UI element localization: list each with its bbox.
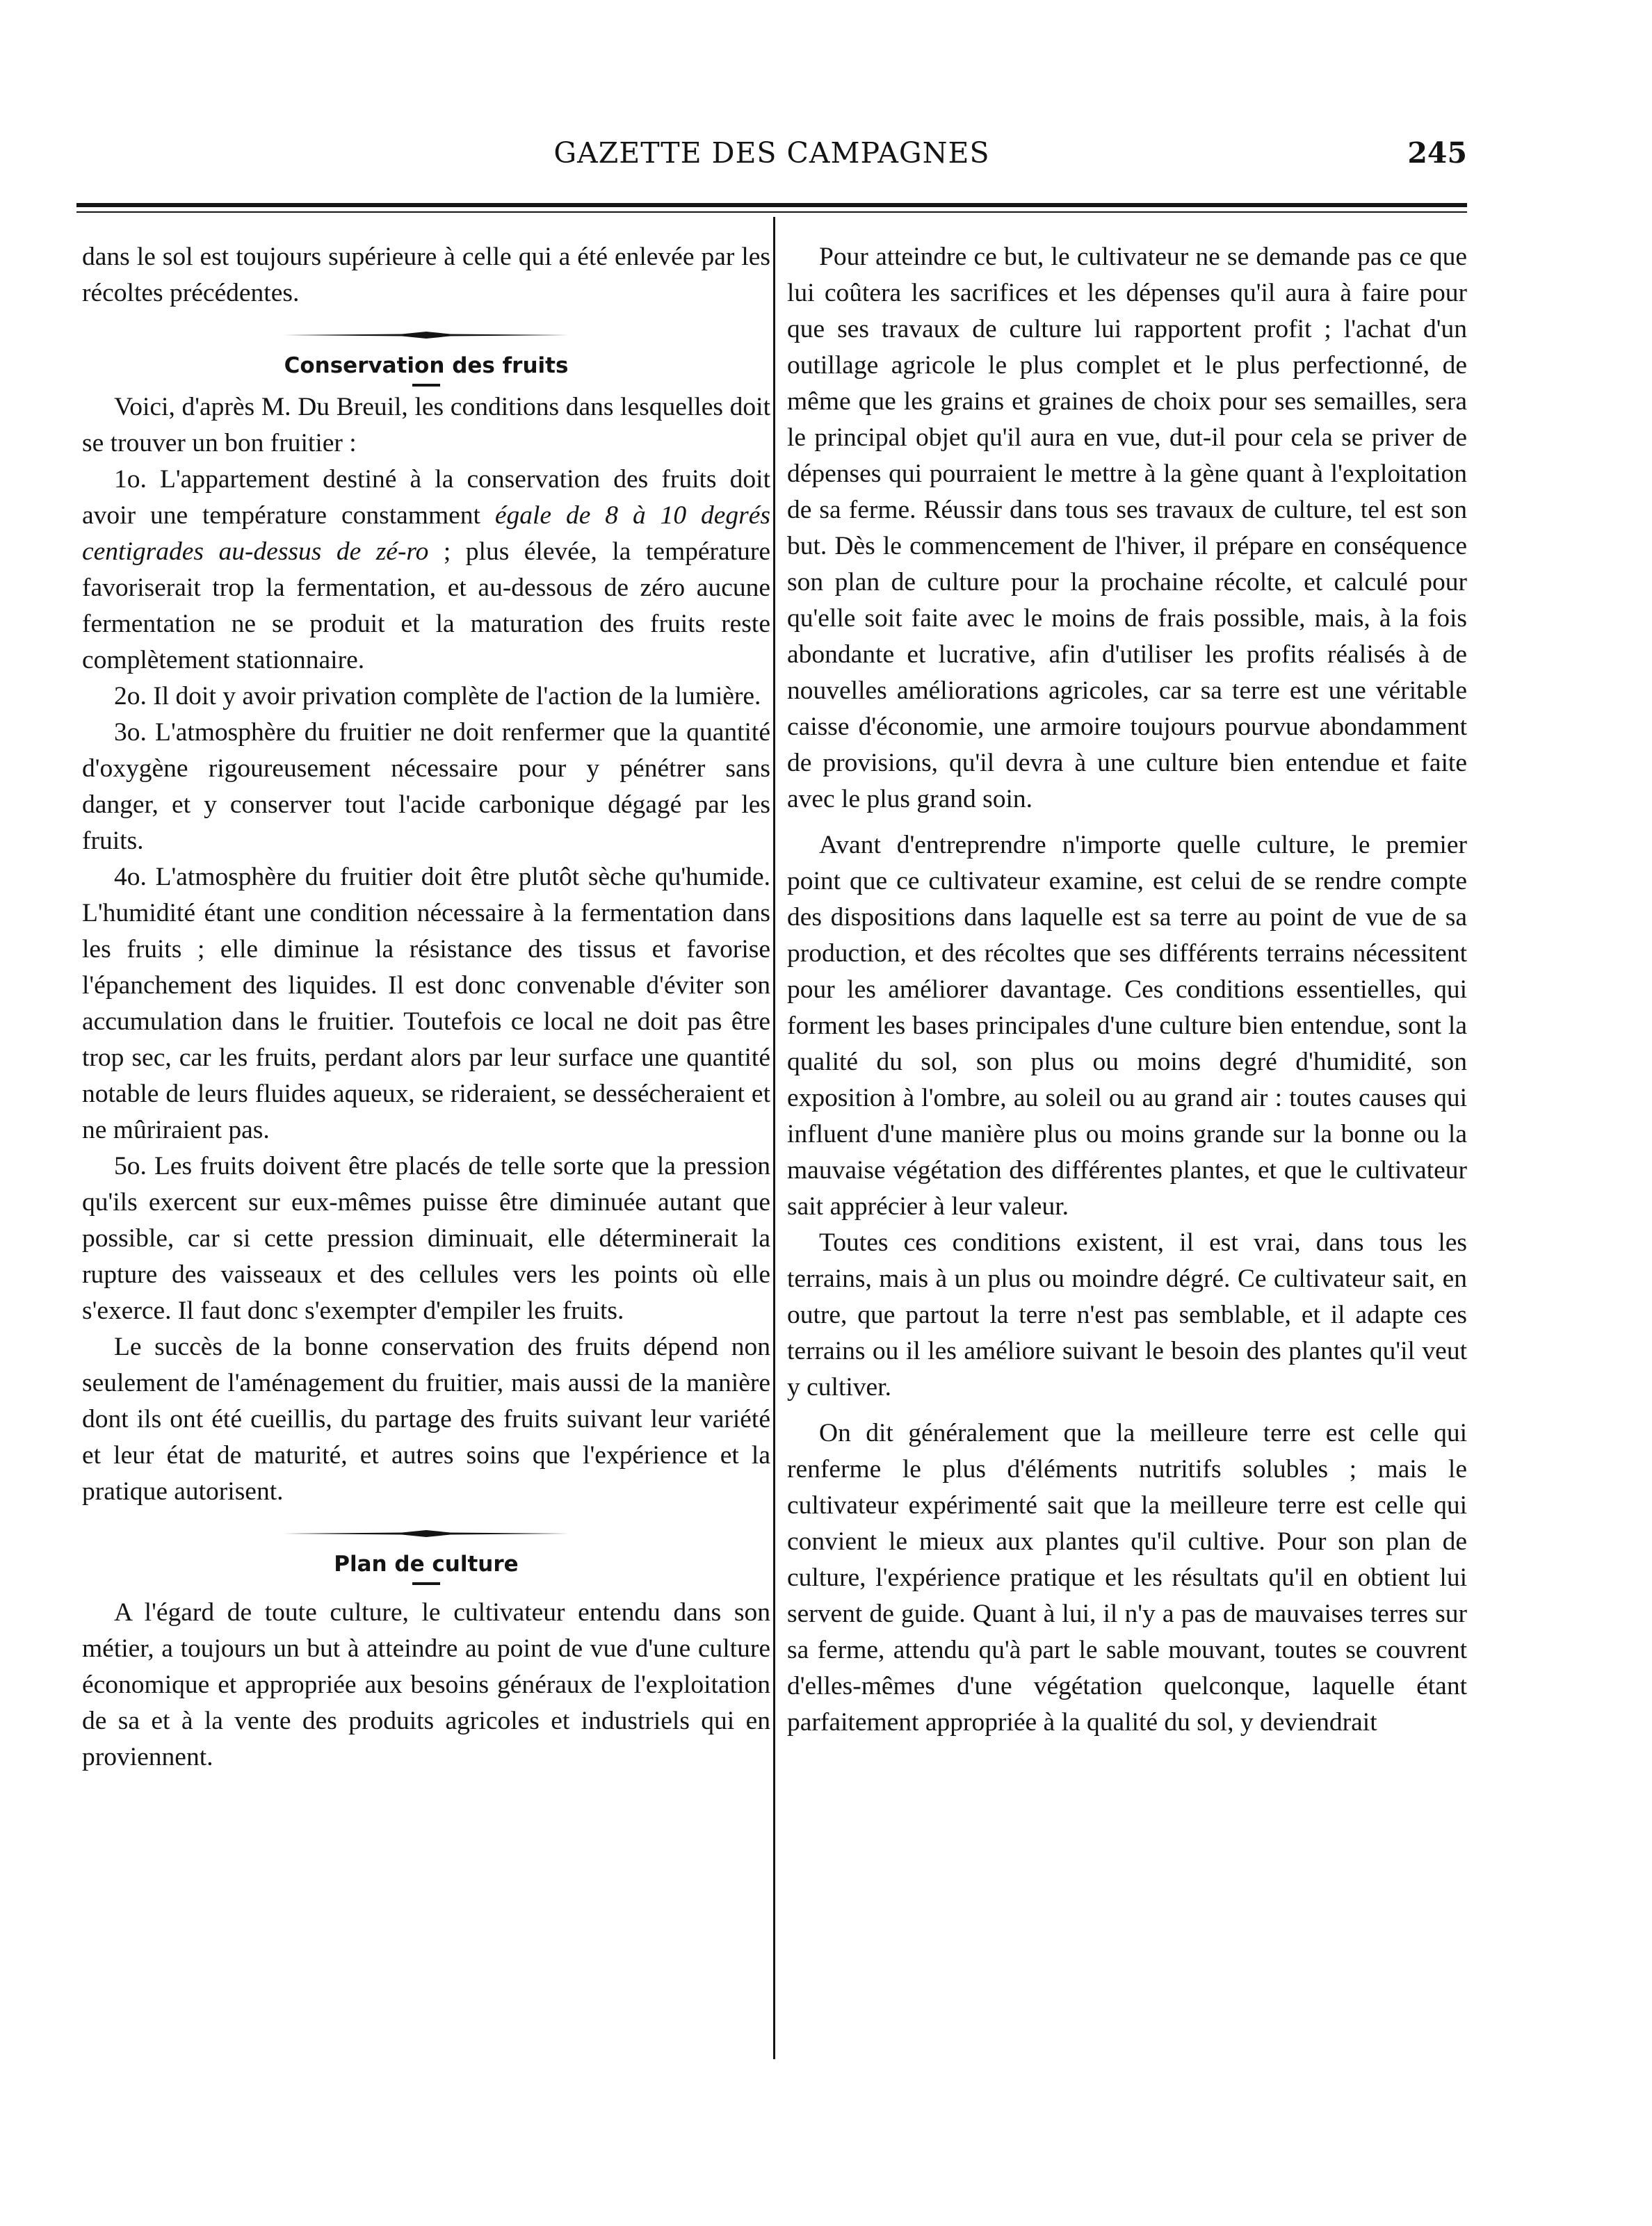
continued-paragraph: dans le sol est toujours supérieure à celle qui a été enlevée par les récoltes précédentes. [82, 243, 770, 307]
title-dash [412, 1582, 440, 1585]
paragraph-intro: Voici, d'après M. Du Breuil, les conditions dans lesquelles doit se trouver un bon fruitier : [82, 393, 770, 457]
section-separator-ornament [284, 331, 569, 339]
paragraph-plan-intro: A l'égard de toute culture, le cultivateur entendu dans son métier, a toujours un but à atteindre au point de vue d'une culture économique et appropriée aux besoins généraux de l'exploitation de sa et à la vente des produits agricoles et industriels qui en proviennent. [82, 1598, 770, 1771]
paragraph-goal: Pour atteindre ce but, le cultivateur ne se demande pas ce que lui coûtera les sacrifices et les dépenses qu'il aura à faire pour que ses travaux de culture lui rapportent profit ; l'achat d'un outillage agricole le plus complet et le plus perfectionné, de même que les grains et graines de choix pour ses semailles, sera le principal objet qu'il aura en vue, dut-il pour cela se priver de dépenses qui pourraient le mettre à la gène quant à l'exploitation de sa ferme. Réussir dans tous ses travaux de culture, tel est son but. Dès le commencement de l'hiver, il prépare en conséquence son plan de culture pour la prochaine récolte, et calculé pour qu'elle soit faite avec le moins de frais possible, mais, à la fois abondante et lucrative, afin d'utiliser les profits réalisés à de nouvelles améliorations agricoles, car sa terre est une véritable caisse d'économie, une armoire toujours pourvue abondamment de provisions, qu'il devra à une culture bien entendue et faite avec le plus grand soin. [787, 243, 1467, 813]
paragraph-terrains: Toutes ces conditions existent, il est vrai, dans tous les terrains, mais à un plus ou moindre dégré. Ce cultivateur sait, en outre, que partout la terre n'est pas semblable, et il adapte ces terrains ou il les améliore suivant le besoin des plantes qu'il veut y cultiver. [787, 1228, 1467, 1402]
condition-1-text-a: 1o. L'appartement destiné à la conservation des fruits doit avoir une température constamment [82, 465, 770, 530]
header-rule-thin [76, 211, 1467, 213]
paragraph-best-soil: On dit généralement que la meilleure terre est celle qui renferme le plus d'éléments nutritifs solubles ; mais le cultivateur expérimenté sait que la meilleure terre est celle qui convient le mieux aux plantes qu'il cultive. Pour son plan de culture, l'expérience pratique et les résultats qu'il en obtient lui servent de guide. Quant à lui, il n'y a pas de mauvaises terres sur sa ferme, attendu qu'à part le sable mouvant, toutes se couvrent d'elles-mêmes d'une végétation quelconque, laquelle étant parfaitement appropriée à la qualité du sol, y deviendrait [787, 1419, 1467, 1737]
section-title-conservation: Conservation des fruits [284, 353, 569, 378]
paragraph-condition-4: 4o. L'atmosphère du fruitier doit être plutôt sèche qu'humide. L'humidité étant une condition nécessaire à la fermentation dans les fruits ; elle diminue la résistance des tissus et favorise l'épanchement des liquides. Il est donc convenable d'éviter son accumulation dans le fruitier. Toutefois ce local ne doit pas être trop sec, car les fruits, perdant alors par leur surface une quantité notable de leurs fluides aqueux, se rideraient, se dessécheraient et ne mûriraient pas. [82, 863, 770, 1144]
header-rule-thick [76, 203, 1467, 207]
left-column [82, 239, 770, 1776]
page-number: 245 [1407, 136, 1467, 170]
condition-1-emphasis: égale de 8 à 10 degrés centigrades au-dessus de zé-ro [82, 501, 770, 566]
section-title-plan: Plan de culture [334, 1552, 519, 1577]
right-column [787, 239, 1467, 1741]
title-dash [412, 384, 440, 387]
condition-1-text-b: ; plus élevée, la température favoriserait trop la fermentation, et au-dessous de zéro aucune fermentation ne se produit et la maturation des fruits reste complètement stationnaire. [82, 537, 770, 674]
column-divider [773, 217, 775, 2059]
paragraph-conclusion: Le succès de la bonne conservation des fruits dépend non seulement de l'aménagement du fruitier, mais aussi de la manière dont ils ont été cueillis, du partage des fruits suivant leur variété et leur état de maturité, et autres soins que l'expérience et la pratique autorisent. [82, 1333, 770, 1506]
paragraph-soil-conditions: Avant d'entreprendre n'importe quelle culture, le premier point que ce cultivateur examine, est celui de se rendre compte des dispositions dans laquelle est sa terre au point de vue de sa production, et des récoltes que ses différents terrains nécessitent pour les améliorer davantage. Ces conditions essentielles, qui forment les bases principales d'une culture bien entendue, sont la qualité du sol, son plus ou moins degré d'humidité, son exposition à l'ombre, au soleil ou au grand air : toutes causes qui influent d'une manière plus ou moins grande sur la bonne ou la mauvaise végétation des différentes plantes, et que le cultivateur sait apprécier à leur valeur. [787, 831, 1467, 1221]
journal-title: GAZETTE DES CAMPAGNES [553, 136, 990, 170]
paragraph-condition-5: 5o. Les fruits doivent être placés de telle sorte que la pression qu'ils exercent sur eux-mêmes puisse être diminuée autant que possible, car si cette pression diminuait, elle déterminerait la rupture des vaisseaux et des cellules vers les points où elle s'exerce. Il faut donc s'exempter d'empiler les fruits. [82, 1152, 770, 1325]
paragraph-condition-1 [82, 462, 770, 679]
paragraph-condition-2: 2o. Il doit y avoir privation complète de l'action de la lumière. [114, 682, 761, 710]
paragraph-condition-3: 3o. L'atmosphère du fruitier ne doit renfermer que la quantité d'oxygène rigoureusement nécessaire pour y pénétrer sans danger, et y conserver tout l'acide carbonique dégagé par les fruits. [82, 718, 770, 855]
section-separator-ornament [284, 1529, 569, 1538]
running-header [76, 136, 1467, 178]
